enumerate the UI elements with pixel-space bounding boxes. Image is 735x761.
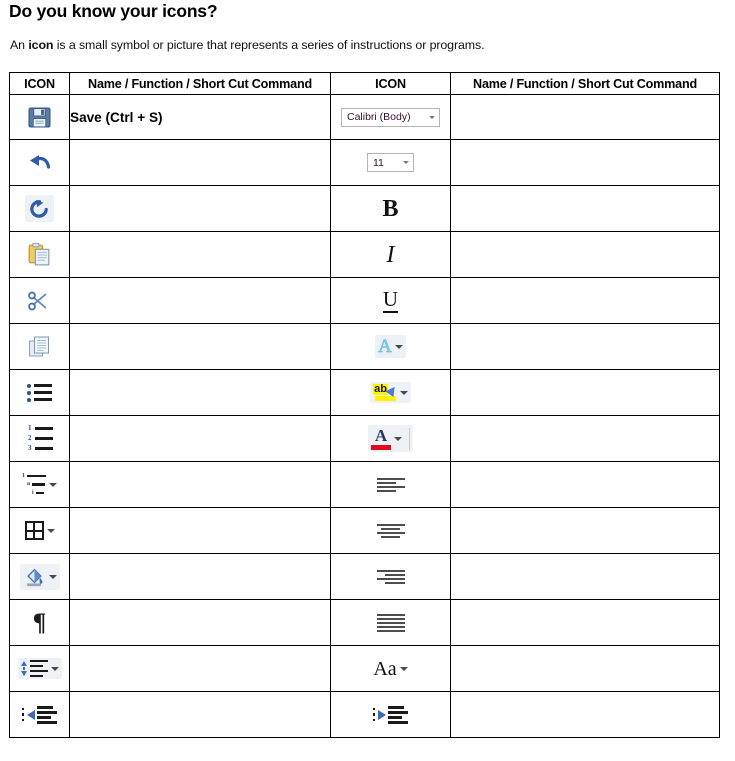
font-name-combobox[interactable] <box>341 108 440 127</box>
icon-cell-save <box>10 95 70 140</box>
answer-cell-text-effects[interactable] <box>451 324 720 370</box>
icon-cell-line-spacing <box>10 646 70 692</box>
page-title: Do you know your icons? <box>9 1 218 21</box>
chevron-down-icon[interactable] <box>400 391 408 395</box>
answer-cell-italic[interactable] <box>451 232 720 278</box>
cut-scissors-icon[interactable] <box>10 278 69 323</box>
answer-cell-align-center[interactable] <box>451 508 720 554</box>
header-icon-2: ICON <box>331 73 451 95</box>
answer-cell-highlight[interactable] <box>451 370 720 416</box>
text-highlight-color-icon[interactable] <box>370 382 411 403</box>
answer-cell-font-size[interactable] <box>451 140 720 186</box>
font-name-value: Calibri (Body) <box>347 111 411 123</box>
align-right-icon[interactable] <box>377 570 405 584</box>
answer-cell-underline[interactable] <box>451 278 720 324</box>
underline-icon[interactable]: U <box>382 286 399 311</box>
icon-cell-table <box>10 508 70 554</box>
table-row <box>10 278 720 324</box>
font-color-swatch <box>371 445 391 451</box>
icon-cell-bold <box>331 186 451 232</box>
table-row <box>10 554 720 600</box>
align-center-icon[interactable] <box>377 524 405 538</box>
answer-cell-justify[interactable] <box>451 600 720 646</box>
answer-cell-bullets[interactable] <box>70 370 331 416</box>
font-size-value: 11 <box>373 156 384 169</box>
icon-cell-font-name <box>331 95 451 140</box>
chevron-down-icon[interactable] <box>400 667 408 671</box>
answer-cell-bold[interactable] <box>451 186 720 232</box>
icon-cell-increase-indent <box>331 692 451 738</box>
chevron-down-icon[interactable] <box>49 483 57 487</box>
save-floppy-disk-icon[interactable] <box>10 95 69 139</box>
answer-cell-save[interactable]: Save (Ctrl + S) <box>70 95 331 140</box>
intro-bold-word: icon <box>28 38 54 52</box>
arrow-right-icon <box>378 710 386 720</box>
table-row <box>10 508 720 554</box>
intro-prefix: An <box>10 38 29 52</box>
text-effects-icon[interactable] <box>375 335 406 358</box>
answer-cell-shading[interactable] <box>70 554 331 600</box>
icon-cell-underline <box>331 278 451 324</box>
icon-cell-undo <box>10 140 70 186</box>
header-name-1: Name / Function / Short Cut Command <box>70 73 331 95</box>
chevron-down-icon[interactable] <box>403 161 409 164</box>
change-case-letters: Aa <box>373 657 397 680</box>
align-left-icon[interactable] <box>377 478 405 492</box>
intro-suffix: is a small symbol or picture that represents a series of instructions or programs. <box>53 38 485 52</box>
icon-cell-pilcrow <box>10 600 70 646</box>
table-row <box>10 646 720 692</box>
answer-cell-align-left[interactable] <box>451 462 720 508</box>
icon-cell-multilevel <box>10 462 70 508</box>
text-effects-letter: A <box>378 336 392 357</box>
answer-cell-line-spacing[interactable] <box>70 646 331 692</box>
chevron-down-icon[interactable] <box>49 575 57 579</box>
chevron-down-icon[interactable] <box>51 667 59 671</box>
bold-icon[interactable]: B <box>382 195 399 222</box>
table-row <box>10 370 720 416</box>
multilevel-list-icon[interactable]: 1 a i <box>22 473 57 497</box>
toolbar-separator <box>409 428 410 450</box>
answer-cell-increase-indent[interactable] <box>451 692 720 738</box>
table-row <box>10 324 720 370</box>
shading-fill-icon[interactable] <box>20 564 60 590</box>
table-row <box>10 692 720 738</box>
table-row <box>10 95 720 140</box>
paste-clipboard-icon[interactable] <box>10 232 69 277</box>
icon-cell-justify <box>331 600 451 646</box>
numbered-list-icon[interactable]: 1 2 3 <box>27 425 53 452</box>
answer-cell-redo[interactable] <box>70 186 331 232</box>
decrease-indent-icon[interactable] <box>22 706 58 724</box>
icon-cell-bullets <box>10 370 70 416</box>
icon-cell-highlight <box>331 370 451 416</box>
header-name-2: Name / Function / Short Cut Command <box>451 73 720 95</box>
table-header-row <box>10 73 720 95</box>
chevron-down-icon[interactable] <box>394 437 402 441</box>
intro-paragraph <box>10 38 484 52</box>
table-row <box>10 416 720 462</box>
icon-cell-cut <box>10 278 70 324</box>
show-formatting-marks-pilcrow-icon[interactable]: ¶ <box>32 609 47 636</box>
arrow-left-icon <box>27 710 35 720</box>
answer-cell-multilevel[interactable] <box>70 462 331 508</box>
answer-cell-copy[interactable] <box>70 324 331 370</box>
change-case-icon[interactable] <box>373 659 407 679</box>
answer-cell-paste[interactable] <box>70 232 331 278</box>
font-color-letter: A <box>374 425 388 445</box>
undo-icon[interactable] <box>10 140 69 185</box>
copy-icon[interactable] <box>10 324 69 369</box>
icon-cell-change-case <box>331 646 451 692</box>
table-row <box>10 600 720 646</box>
answer-cell-cut[interactable] <box>70 278 331 324</box>
icon-cell-copy <box>10 324 70 370</box>
insert-table-icon[interactable] <box>25 521 55 540</box>
icon-cell-numbering <box>10 416 70 462</box>
chevron-down-icon[interactable] <box>429 116 435 119</box>
icon-cell-decrease-indent <box>10 692 70 738</box>
answer-cell-font-name[interactable] <box>451 95 720 140</box>
icon-cell-align-center <box>331 508 451 554</box>
answer-cell-decrease-indent[interactable] <box>70 692 331 738</box>
icon-cell-font-size <box>331 140 451 186</box>
line-spacing-icon[interactable] <box>18 658 62 679</box>
icon-worksheet-table <box>9 72 720 738</box>
answer-cell-font-color[interactable] <box>451 416 720 462</box>
font-color-icon[interactable] <box>368 425 413 453</box>
bulleted-list-icon[interactable] <box>27 384 52 402</box>
answer-cell-pilcrow[interactable] <box>70 600 331 646</box>
answer-cell-align-right[interactable] <box>451 554 720 600</box>
icon-cell-align-left <box>331 462 451 508</box>
justify-icon[interactable] <box>377 614 405 632</box>
answer-cell-numbering[interactable] <box>70 416 331 462</box>
redo-icon[interactable] <box>25 195 54 222</box>
table-row <box>10 140 720 186</box>
table-row <box>10 186 720 232</box>
icon-cell-font-color <box>331 416 451 462</box>
answer-cell-table[interactable] <box>70 508 331 554</box>
icon-cell-text-effects <box>331 324 451 370</box>
chevron-down-icon[interactable] <box>47 529 55 533</box>
icon-cell-align-right <box>331 554 451 600</box>
icon-cell-paste <box>10 232 70 278</box>
table-row <box>10 462 720 508</box>
font-size-combobox[interactable] <box>367 153 414 172</box>
icon-cell-shading <box>10 554 70 600</box>
chevron-down-icon[interactable] <box>395 345 403 349</box>
highlight-letters: ab <box>374 383 387 396</box>
icon-cell-redo <box>10 186 70 232</box>
increase-indent-icon[interactable] <box>373 706 409 724</box>
table-row <box>10 232 720 278</box>
italic-icon[interactable]: I <box>386 241 395 268</box>
answer-cell-undo[interactable] <box>70 140 331 186</box>
header-icon-1: ICON <box>10 73 70 95</box>
icon-cell-italic <box>331 232 451 278</box>
answer-cell-change-case[interactable] <box>451 646 720 692</box>
